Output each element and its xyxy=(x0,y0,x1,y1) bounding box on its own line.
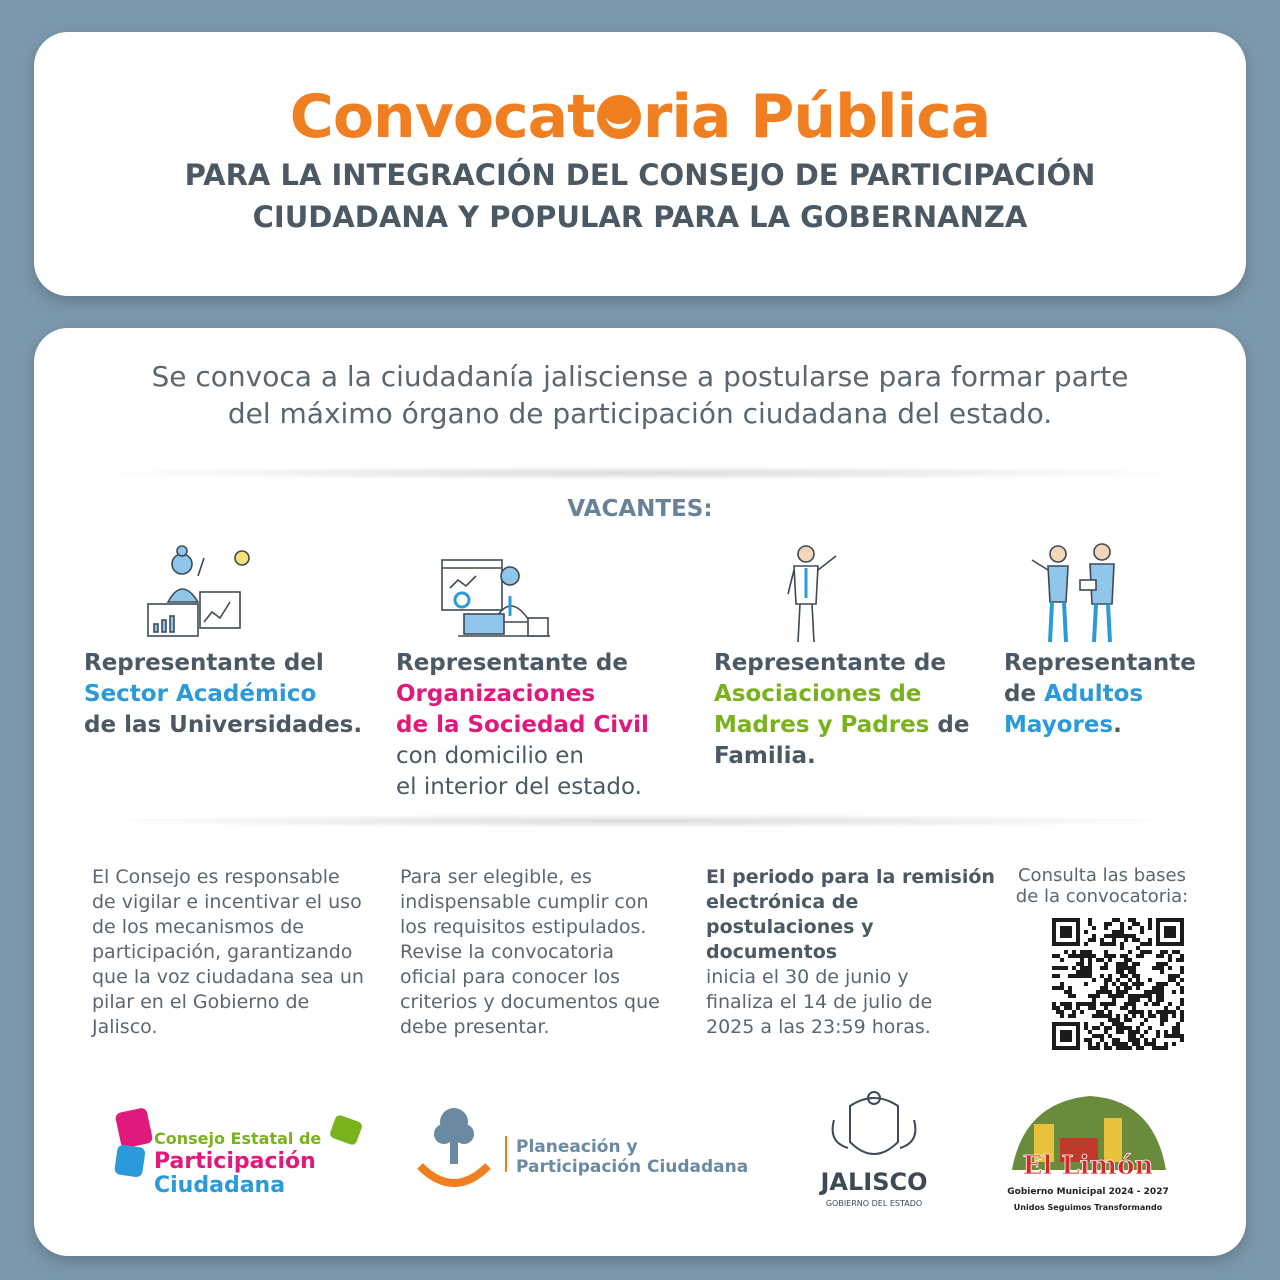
consejo-estatal-logo xyxy=(114,1090,374,1200)
el-limon-text: El Limón xyxy=(1022,1151,1154,1181)
el-limon-slogan: Unidos Seguimos Transformando xyxy=(1013,1203,1163,1212)
el-limon-gobierno: Gobierno Municipal 2024 - 2027 xyxy=(1007,1187,1169,1197)
info-consejo: El Consejo es responsable de vigilar e incentivar el uso de los mecanismos de participación, garantizando que la voz ciudadana sea un pilar en el Gobierno de Jalisco. xyxy=(92,866,364,1038)
planeacion-logo-icon xyxy=(414,1088,774,1198)
planeacion-line2: Participación Ciudadana xyxy=(516,1157,749,1177)
father-waving-illustration xyxy=(774,542,854,648)
vacante-madres-padres: Representante de Asociaciones de Madres y Padres de Familia. xyxy=(714,650,970,769)
teacher-illustration xyxy=(138,542,258,642)
consejo-logo-icon xyxy=(114,1090,374,1200)
vacantes-heading: VACANTES: xyxy=(567,496,713,522)
vacante-academico: Representante del Sector Académico de las Universidades. xyxy=(84,650,363,738)
jalisco-text: JALISCO xyxy=(820,1168,928,1196)
page-title: Convocat ria Pública xyxy=(289,82,991,152)
info-elegibilidad: Para ser elegible, es indispensable cumplir con los requisitos estipulados. Revise la convocatoria oficial para conocer los criterios y documentos que debe presentar. xyxy=(400,866,660,1038)
consulta-text: Consulta las bases de la convocatoria: xyxy=(1015,865,1189,907)
consejo-logo-line1: Consejo Estatal de xyxy=(154,1129,322,1148)
body-card xyxy=(34,328,1246,1256)
divider xyxy=(74,466,1206,480)
el-limon-emblem-icon xyxy=(1004,1088,1174,1218)
planeacion-logo xyxy=(414,1088,774,1198)
jalisco-logo xyxy=(804,1086,944,1216)
consejo-logo-line2: Participación xyxy=(154,1149,316,1174)
jalisco-subtext: GOBIERNO DEL ESTADO xyxy=(825,1199,923,1208)
consejo-logo-line3: Ciudadana xyxy=(154,1173,286,1198)
info-periodo: El periodo para la remisión electrónica de postulaciones y documentos inicia el 30 de junio y finaliza el 14 de julio de 2025 a las 23:59 horas. xyxy=(706,866,995,1038)
jalisco-crest-icon xyxy=(804,1086,944,1216)
vacante-sociedad-civil: Representante de Organizaciones de la Sociedad Civil con domicilio en el interior del estado. xyxy=(396,650,649,800)
smile-o-icon xyxy=(597,95,641,139)
qr-code[interactable] xyxy=(1052,918,1184,1050)
office-worker-illustration xyxy=(438,552,554,644)
header-card xyxy=(34,32,1246,296)
intro-text: Se convoca a la ciudadanía jalisciense a postularse para formar parte del máximo órgano de participación ciudadana del estado. xyxy=(151,360,1129,430)
elderly-couple-illustration xyxy=(1024,538,1134,648)
vacante-adultos-mayores: Representante de Adultos Mayores. xyxy=(1004,650,1196,738)
divider xyxy=(74,814,1206,828)
page-subtitle: PARA LA INTEGRACIÓN DEL CONSEJO DE PARTICIPACIÓN CIUDADANA Y POPULAR PARA LA GOBERNANZA xyxy=(184,158,1096,234)
el-limon-logo xyxy=(1004,1088,1174,1218)
planeacion-line1: Planeación y xyxy=(516,1137,638,1157)
